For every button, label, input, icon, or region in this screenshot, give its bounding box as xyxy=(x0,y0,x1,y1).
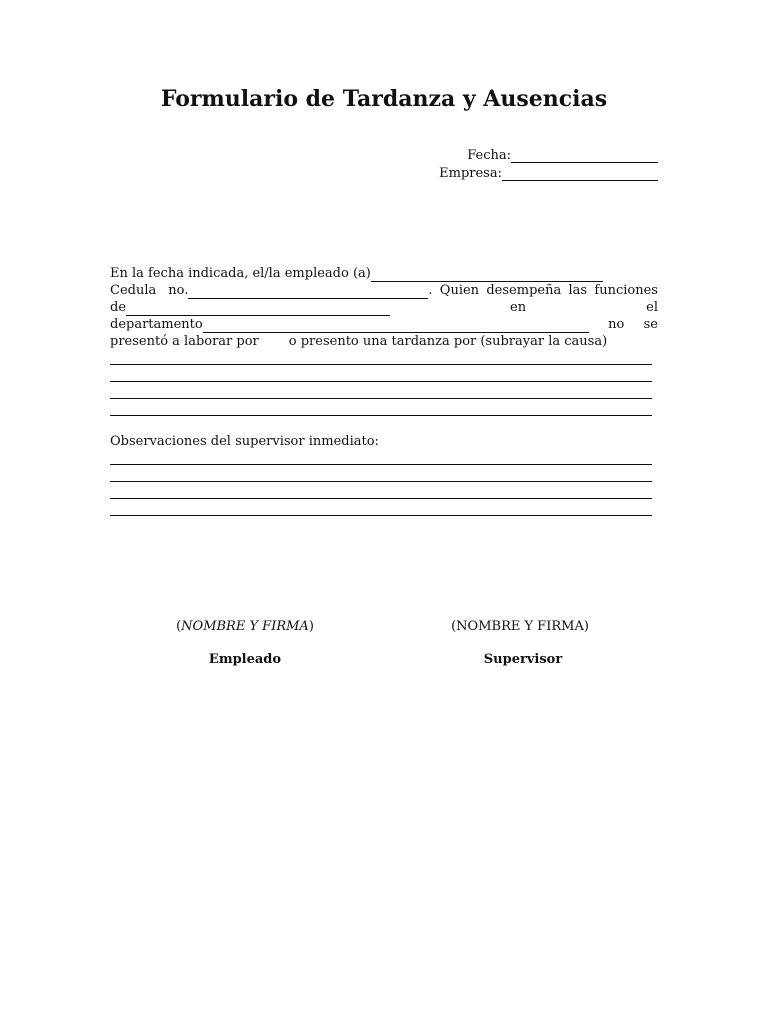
desempena-text: desempeña xyxy=(486,283,562,298)
se-text: se xyxy=(643,317,658,332)
paragraph-line-3 xyxy=(110,299,658,316)
employee-role: Empleado xyxy=(208,652,282,667)
obs-line-3[interactable] xyxy=(110,498,652,499)
fecha-field xyxy=(467,148,658,163)
funciones-blank[interactable] xyxy=(126,302,390,316)
departamento-group xyxy=(110,316,589,333)
left-paren: ( xyxy=(176,619,182,634)
departamento-blank[interactable] xyxy=(203,319,589,333)
paragraph-line-4 xyxy=(110,316,658,333)
fecha-blank[interactable] xyxy=(511,149,658,163)
cause-line-3[interactable] xyxy=(110,398,652,399)
empresa-field xyxy=(439,166,658,181)
en-text: en xyxy=(510,300,527,315)
presento-text: presentó a laborar por xyxy=(110,334,259,349)
departamento-text: departamento xyxy=(110,317,203,332)
paragraph-line-1 xyxy=(110,265,658,282)
cedula-text: Cedula xyxy=(110,283,157,298)
supervisor-role: Supervisor xyxy=(483,652,563,667)
obs-line-4[interactable] xyxy=(110,515,652,516)
page-title: Formulario de Tardanza y Ausencias xyxy=(160,86,608,112)
las-text: las xyxy=(568,283,588,298)
dot-text: . xyxy=(428,283,433,298)
right-paren: ) xyxy=(308,619,314,634)
funciones-text: funciones xyxy=(594,283,658,298)
obs-line-1[interactable] xyxy=(110,464,652,465)
observaciones-label: Observaciones del supervisor inmediato: xyxy=(110,434,379,449)
main-paragraph xyxy=(110,265,658,350)
de-text: de xyxy=(110,300,127,315)
obs-line-2[interactable] xyxy=(110,481,652,482)
empleado-text: En la fecha indicada, el/la empleado (a) xyxy=(110,266,371,281)
cedula-group xyxy=(110,282,433,299)
supervisor-signature-label: (NOMBRE Y FIRMA) xyxy=(451,619,589,634)
quien-text: Quien xyxy=(439,283,480,298)
empleado-blank[interactable] xyxy=(371,268,603,282)
paragraph-line-5 xyxy=(110,333,658,350)
cause-line-2[interactable] xyxy=(110,381,652,382)
el-text: el xyxy=(646,300,658,315)
employee-signature-label xyxy=(145,619,345,634)
cedula-blank[interactable] xyxy=(188,285,428,299)
no-text: no. xyxy=(168,283,189,298)
empresa-label: Empresa: xyxy=(439,166,502,181)
cause-line-1[interactable] xyxy=(110,364,652,365)
empresa-blank[interactable] xyxy=(502,167,658,181)
fecha-label: Fecha: xyxy=(467,148,511,163)
cause-line-4[interactable] xyxy=(110,415,652,416)
paragraph-line-2 xyxy=(110,282,658,299)
tardanza-text: o presento una tardanza por (subrayar la causa) xyxy=(288,334,608,349)
no2-text: no xyxy=(608,317,625,332)
employee-name-sign: NOMBRE Y FIRMA xyxy=(181,619,309,634)
funciones-group xyxy=(110,299,390,316)
